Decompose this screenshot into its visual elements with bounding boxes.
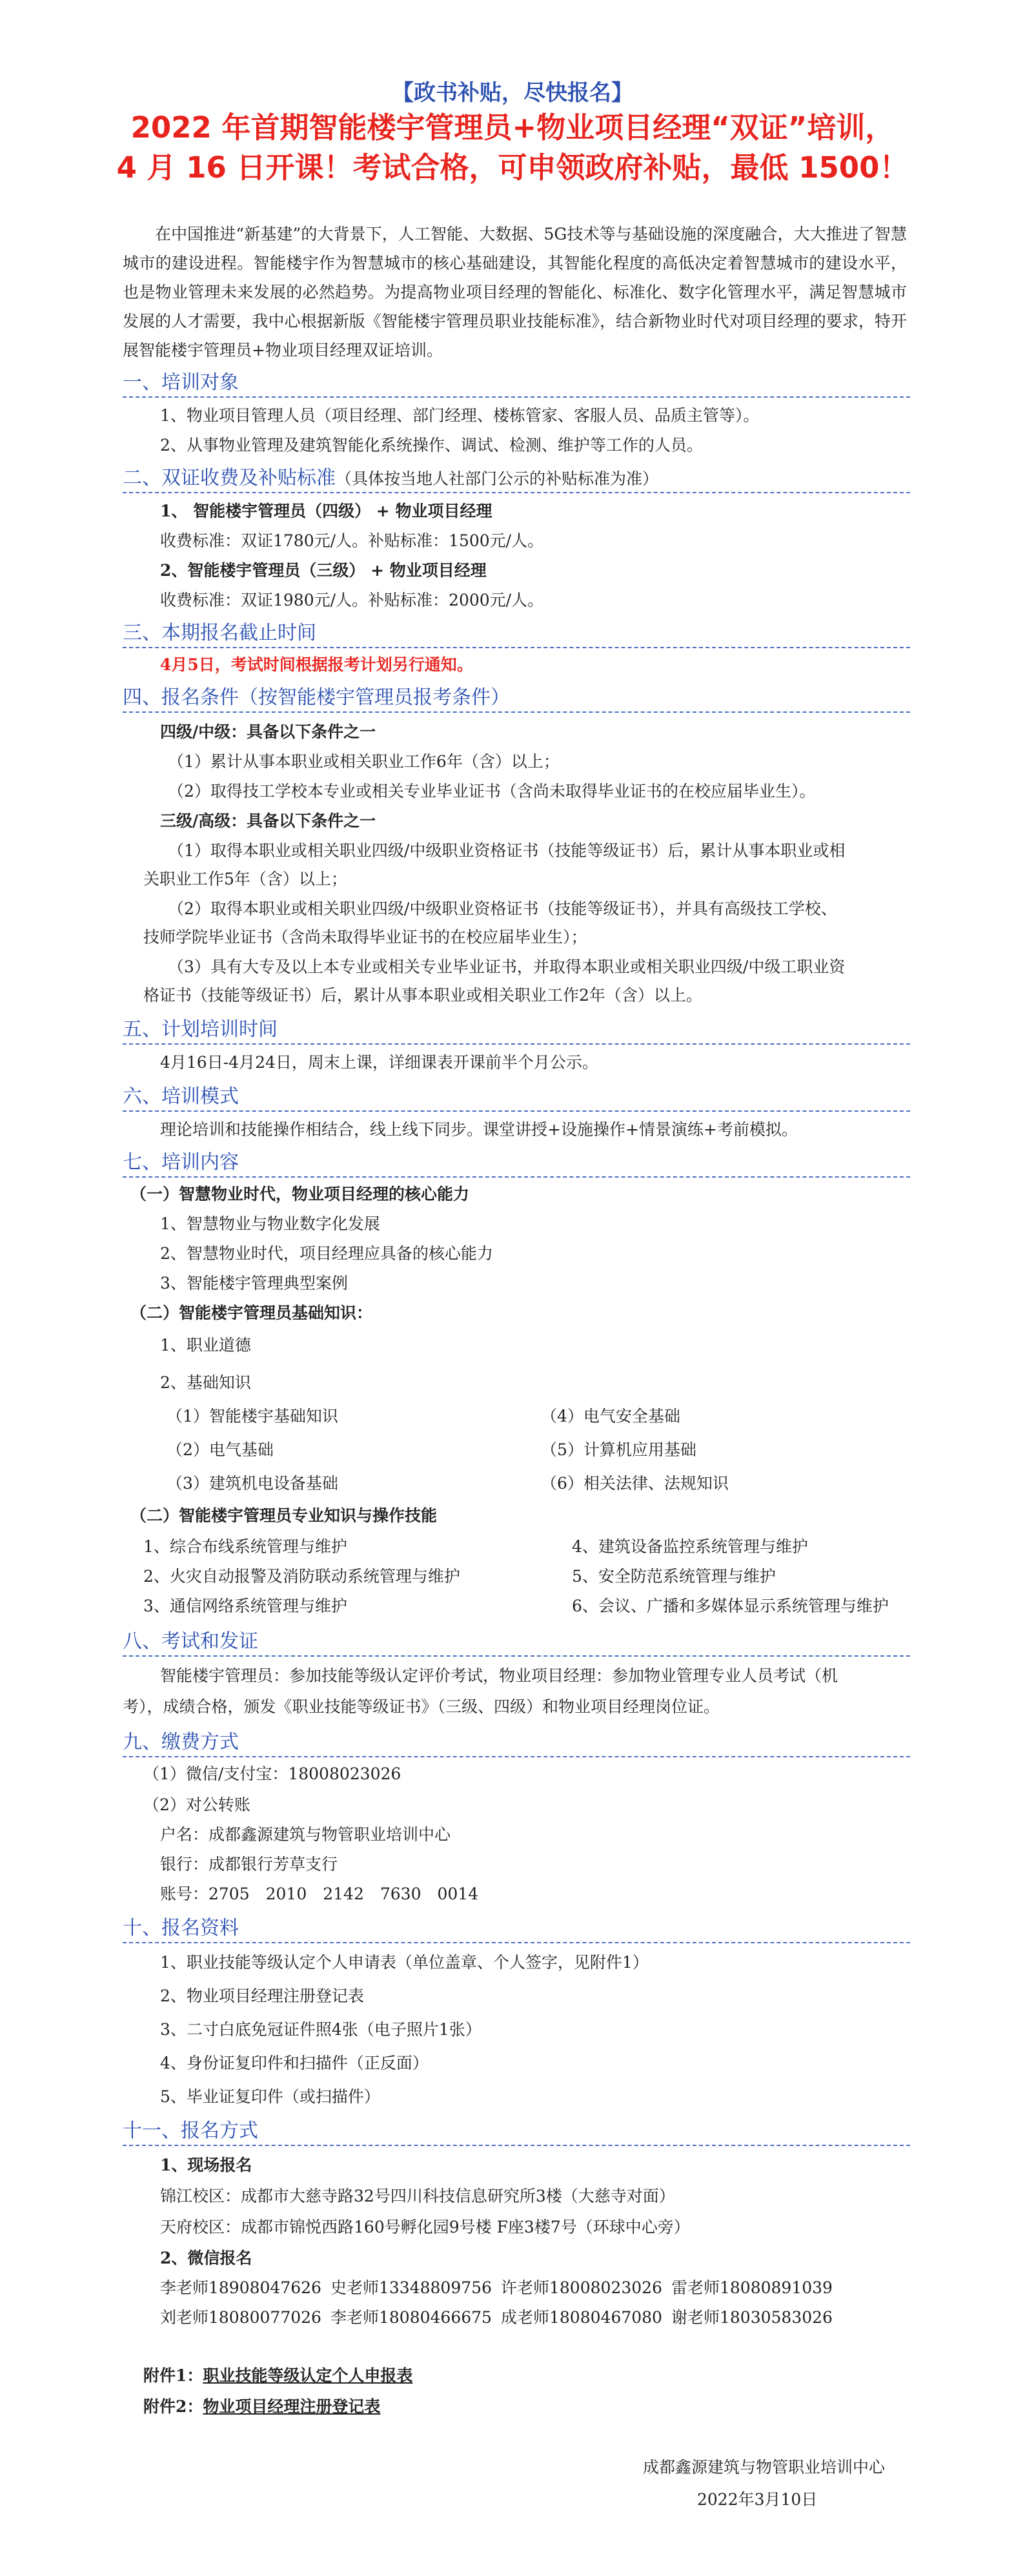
attachment-2-link[interactable]: 物业项目经理注册登记表 (203, 2397, 381, 2416)
s11-campus-tianfu: 天府校区：成都市锦悦西路160号孵化园9号楼 F座3楼7号（环球中心旁） (160, 2218, 690, 2236)
s7-group-2-title: （二）智能楼宇管理员基础知识： (130, 1303, 373, 1322)
section-4-title: 四、报名条件（按智能楼宇管理员报考条件） (123, 686, 510, 709)
s7-group-1-title: （一）智慧物业时代，物业项目经理的核心能力 (130, 1185, 470, 1203)
s7-group-2-left-3: （3）建筑机电设备基础 (167, 1474, 338, 1493)
contact-8: 谢老师18030583026 (671, 2308, 833, 2327)
s4-level3-cond-3a: （3）具有大专及以上本专业或相关专业毕业证书，并取得本职业或相关职业四级/中级工职业资 (168, 957, 846, 976)
attachment-2-label: 附件2： (143, 2397, 203, 2416)
s4-level4-cond-2: （2）取得技工学校本专业或相关专业毕业证书（含尚未取得毕业证书的在校应届毕业生）。 (168, 782, 816, 801)
section-6-rule (123, 1110, 910, 1112)
contact-3: 许老师18008023026 (501, 2278, 662, 2297)
s10-item-4: 4、身份证复印件和扫描件（正反面） (160, 2054, 429, 2072)
contact-2: 史老师13348809756 (330, 2278, 492, 2297)
s7-group-3-left-3: 3、通信网络系统管理与维护 (143, 1597, 347, 1615)
s4-level3-cond-2a: （2）取得本职业或相关职业四级/中级职业资格证书（技能等级证书），并具有高级技工学校、 (168, 899, 837, 918)
s2-level4-fee: 收费标准：双证1780元/人。补贴标准：1500元/人。 (160, 531, 544, 550)
page-title-line1: 2022 年首期智能楼宇管理员+物业项目经理“双证”培训， (130, 110, 895, 145)
contact-4: 雷老师18080891039 (671, 2278, 833, 2297)
s7-group-3-right-2: 5、安全防范系统管理与维护 (572, 1567, 776, 1586)
s8-text-a: 智能楼宇管理员：参加技能等级认定评价考试，物业项目经理：参加物业管理专业人员考试（机 (160, 1666, 838, 1685)
section-11-title: 十一、报名方式 (123, 2120, 258, 2142)
s7-group-2-left-2: （2）电气基础 (167, 1440, 274, 1459)
s7-group-3-right-3: 6、会议、广播和多媒体显示系统管理与维护 (572, 1597, 889, 1615)
s7-group-1-item-2: 2、智慧物业时代，项目经理应具备的核心能力 (160, 1244, 493, 1263)
section-11-rule (123, 2145, 910, 2146)
s1-item-2: 2、从事物业管理及建筑智能化系统操作、调试、检测、维护等工作的人员。 (160, 436, 703, 455)
s10-item-1: 1、职业技能等级认定个人申请表（单位盖章、个人签字，见附件1） (160, 1953, 649, 1972)
s7-group-2-right-1: （4）电气安全基础 (541, 1407, 680, 1426)
s9-bank-transfer: （2）对公转账 (143, 1795, 250, 1814)
s9-wechat: （1）微信/支付宝：18008023026 (143, 1764, 401, 1783)
s11-wechat-head: 2、微信报名 (160, 2249, 252, 2267)
s4-level3-head: 三级/高级：具备以下条件之一 (160, 812, 376, 830)
s7-group-3-left-1: 1、综合布线系统管理与维护 (143, 1537, 347, 1556)
s9-account-name: 户名：成都鑫源建筑与物管职业培训中心 (160, 1825, 451, 1844)
attachment-2[interactable] (143, 2397, 380, 2417)
s3-deadline-text: 4月5日，考试时间根据报考计划另行通知。 (160, 655, 473, 674)
s4-level4-cond-1: （1）累计从事本职业或相关职业工作6年（含）以上； (168, 752, 560, 771)
section-6-title: 六、培训模式 (123, 1085, 239, 1108)
s9-account-number: 账号：2705 2010 2142 7630 0014 (160, 1885, 479, 1903)
section-8-title: 八、考试和发证 (123, 1630, 258, 1653)
contact-6: 李老师18080466675 (330, 2308, 492, 2327)
s4-level3-cond-3b: 格证书（技能等级证书）后，累计从事本职业或相关职业工作2年（含）以上。 (143, 986, 702, 1005)
section-1-rule (123, 396, 910, 398)
section-8-rule (123, 1655, 910, 1657)
s11-campus-jinjiang: 锦江校区：成都市大慈寺路32号四川科技信息研究所3楼（大慈寺对面） (160, 2187, 675, 2205)
page-title-line2: 4 月 16 日开课！考试合格，可申领政府补贴，最低 1500！ (116, 150, 909, 185)
contact-1: 李老师18908047626 (160, 2278, 321, 2297)
section-3-title: 三、本期报名截止时间 (123, 622, 316, 644)
section-7-rule (123, 1176, 910, 1178)
contact-5: 刘老师18080077026 (160, 2308, 321, 2327)
s10-item-2: 2、物业项目经理注册登记表 (160, 1987, 364, 2005)
s9-bank-name: 银行：成都银行芳草支行 (160, 1855, 338, 1874)
s7-group-1-item-3: 3、智能楼宇管理典型案例 (160, 1274, 348, 1293)
s7-group-2-left-1: （1）智能楼宇基础知识 (167, 1407, 338, 1426)
section-4-rule (123, 711, 910, 713)
section-2-title-main: 二、双证收费及补贴标准 (123, 467, 336, 489)
s4-level3-cond-1a: （1）取得本职业或相关职业四级/中级职业资格证书（技能等级证书）后，累计从事本职业或相 (168, 841, 846, 860)
s7-group-3-right-1: 4、建筑设备监控系统管理与维护 (572, 1537, 808, 1556)
s4-level3-cond-1b: 关职业工作5年（含）以上； (143, 870, 347, 888)
s7-group-3-left-2: 2、火灾自动报警及消防联动系统管理与维护 (143, 1567, 460, 1586)
s7-group-2-item-a: 1、职业道德 (160, 1336, 251, 1354)
section-1-title: 一、培训对象 (123, 371, 239, 394)
s4-level4-head: 四级/中级：具备以下条件之一 (160, 722, 376, 741)
section-7-title: 七、培训内容 (123, 1151, 239, 1174)
s7-group-2-item-b: 2、基础知识 (160, 1373, 251, 1392)
footer-date: 2022年3月10日 (697, 2490, 818, 2509)
section-9-rule (123, 1756, 910, 1757)
section-3-rule (123, 647, 910, 648)
s2-level4-title: 1、 智能楼宇管理员（四级） + 物业项目经理 (160, 502, 492, 520)
s10-item-5: 5、毕业证复印件（或扫描件） (160, 2087, 380, 2106)
intro-paragraph: 在中国推进“新基建”的大背景下，人工智能、大数据、5G技术等与基础设施的深度融合，大大推进了智慧城市的建设进程。智能楼宇作为智慧城市的核心基础建设，其智能化程度的高低决定着智慧城市的建设水平，也是物业管理未来发展的必然趋势。为提高物业项目经理的智能化、标准化、数字化管理水平，满足智慧城市发展的人才需要，我中心根据新版《智能楼宇管理员职业技能标准》，结合新物业时代对项目经理的要求，特开展智能楼宇管理员+物业项目经理双证培训。 (123, 225, 907, 360)
section-9-title: 九、缴费方式 (123, 1731, 239, 1753)
section-2-title (123, 466, 658, 491)
s7-group-3-title: （二）智能楼宇管理员专业知识与操作技能 (130, 1506, 438, 1525)
s4-level3-cond-2b: 技师学院毕业证书（含尚未取得毕业证书的在校应届毕业生）； (143, 928, 587, 946)
header-tag: 【政书补贴，尽快报名】 (392, 80, 633, 106)
s1-item-1: 1、物业项目管理人员（项目经理、部门经理、楼栋管家、客服人员、品质主管等）。 (160, 406, 760, 425)
attachment-1-link[interactable]: 职业技能等级认定个人申报表 (203, 2366, 413, 2385)
section-2-rule (123, 492, 910, 493)
attachment-1-label: 附件1： (143, 2366, 203, 2385)
s7-group-2-right-2: （5）计算机应用基础 (541, 1440, 696, 1459)
s2-level3-fee: 收费标准：双证1980元/人。补贴标准：2000元/人。 (160, 591, 544, 609)
s6-text: 理论培训和技能操作相结合，线上线下同步。课堂讲授+设施操作+情景演练+考前模拟。 (160, 1120, 798, 1139)
contact-7: 成老师18080467080 (501, 2308, 662, 2327)
footer-org: 成都鑫源建筑与物管职业培训中心 (643, 2458, 886, 2477)
section-2-note: （具体按当地人社部门公示的补贴标准为准） (336, 469, 659, 488)
section-10-rule (123, 1942, 910, 1943)
section-5-title: 五、计划培训时间 (123, 1018, 278, 1041)
s7-group-2-right-3: （6）相关法律、法规知识 (541, 1474, 729, 1493)
s5-text: 4月16日-4月24日，周末上课，详细课表开课前半个月公示。 (160, 1053, 598, 1072)
s2-level3-title: 2、智能楼宇管理员（三级） + 物业项目经理 (160, 561, 487, 580)
section-5-rule (123, 1043, 910, 1045)
s7-group-1-item-1: 1、智慧物业与物业数字化发展 (160, 1214, 380, 1233)
s10-item-3: 3、二寸白底免冠证件照4张（电子照片1张） (160, 2020, 482, 2039)
attachment-1[interactable] (143, 2366, 412, 2386)
section-10-title: 十、报名资料 (123, 1917, 239, 1939)
s11-onsite-head: 1、现场报名 (160, 2156, 252, 2174)
s8-text-b: 考），成绩合格，颁发《职业技能等级证书》（三级、四级）和物业项目经理岗位证。 (123, 1697, 720, 1716)
